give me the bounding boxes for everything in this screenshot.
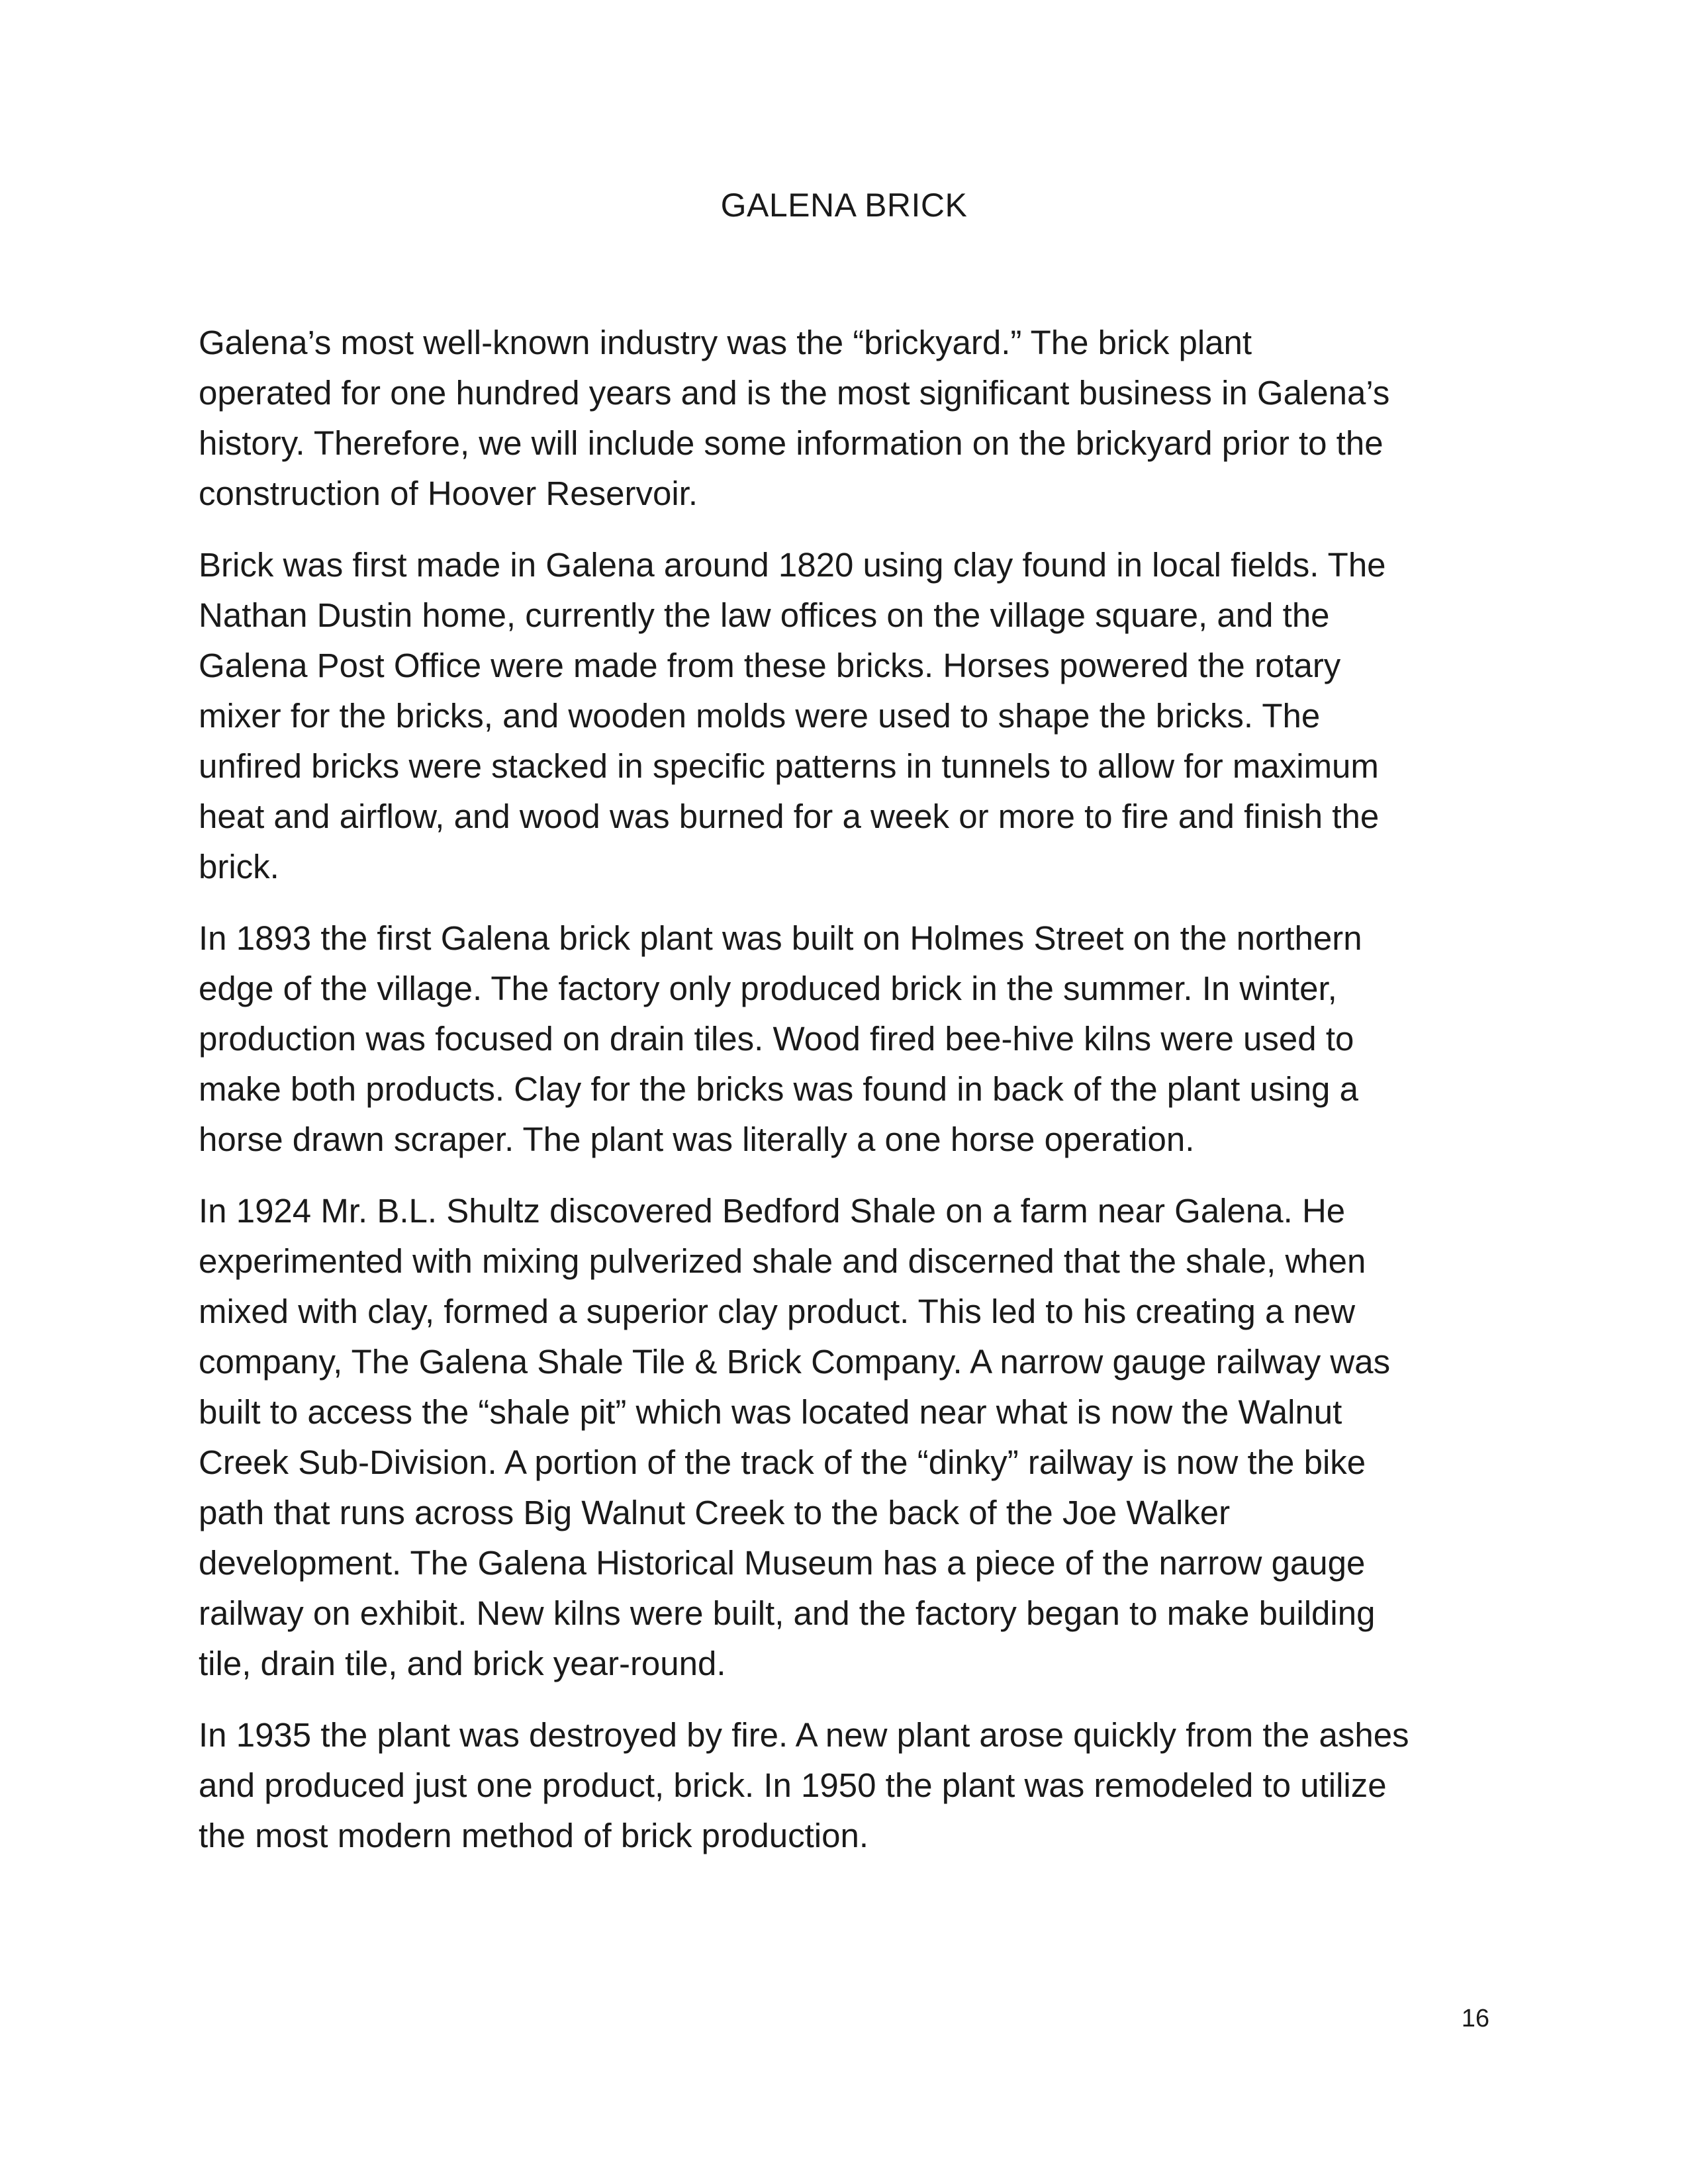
paragraph-line: unfired bricks were stacked in specific patterns in tunnels to allow for maximum [199,747,1379,785]
paragraph-line: the most modern method of brick production. [199,1817,869,1854]
paragraph-line: horse drawn scraper. The plant was literally a one horse operation. [199,1120,1195,1158]
paragraph-line: In 1935 the plant was destroyed by fire. A new plant arose quickly from the ashes [199,1716,1409,1754]
paragraph-line: operated for one hundred years and is the most significant business in Galena’s [199,374,1390,412]
paragraph-line: experimented with mixing pulverized shale and discerned that the shale, when [199,1242,1366,1280]
paragraph-line: mixer for the bricks, and wooden molds were used to shape the bricks. The [199,697,1321,735]
paragraph [199,318,1489,519]
body-text [199,318,1489,1882]
paragraph [199,1710,1489,1861]
paragraph-line: path that runs across Big Walnut Creek to the back of the Joe Walker [199,1494,1231,1531]
paragraph-line: Creek Sub-Division. A portion of the track of the “dinky” railway is now the bike [199,1443,1366,1481]
paragraph-line: construction of Hoover Reservoir. [199,475,698,512]
paragraph-line: In 1924 Mr. B.L. Shultz discovered Bedford Shale on a farm near Galena. He [199,1192,1346,1230]
paragraph-line: history. Therefore, we will include some information on the brickyard prior to the [199,424,1383,462]
paragraph-line: heat and airflow, and wood was burned for a week or more to fire and finish the [199,797,1380,835]
paragraph [199,540,1489,892]
paragraph-line: and produced just one product, brick. In 1950 the plant was remodeled to utilize [199,1766,1387,1804]
paragraph-line: Galena Post Office were made from these bricks. Horses powered the rotary [199,647,1341,684]
paragraph-line: make both products. Clay for the bricks was found in back of the plant using a [199,1070,1358,1108]
paragraph [199,913,1489,1165]
paragraph [199,1186,1489,1689]
paragraph-line: company, The Galena Shale Tile & Brick Company. A narrow gauge railway was [199,1343,1391,1381]
paragraph-line: Galena’s most well-known industry was the “brickyard.” The brick plant [199,324,1252,361]
paragraph-line: In 1893 the first Galena brick plant was built on Holmes Street on the northern [199,919,1362,957]
page-title: GALENA BRICK [720,187,968,224]
paragraph-line: Brick was first made in Galena around 1820 using clay found in local fields. The [199,546,1386,584]
paragraph-line: edge of the village. The factory only produced brick in the summer. In winter, [199,970,1337,1007]
paragraph-line: brick. [199,848,279,886]
paragraph-line: Nathan Dustin home, currently the law offices on the village square, and the [199,596,1330,634]
paragraph-line: development. The Galena Historical Museum has a piece of the narrow gauge [199,1544,1366,1582]
page-number: 16 [1461,2005,1489,2032]
paragraph-line: built to access the “shale pit” which was located near what is now the Walnut [199,1393,1342,1431]
paragraph-line: tile, drain tile, and brick year-round. [199,1645,726,1682]
paragraph-line: production was focused on drain tiles. Wood fired bee-hive kilns were used to [199,1020,1354,1058]
paragraph-line: railway on exhibit. New kilns were built, and the factory began to make building [199,1594,1376,1632]
paragraph-line: mixed with clay, formed a superior clay product. This led to his creating a new [199,1293,1356,1330]
